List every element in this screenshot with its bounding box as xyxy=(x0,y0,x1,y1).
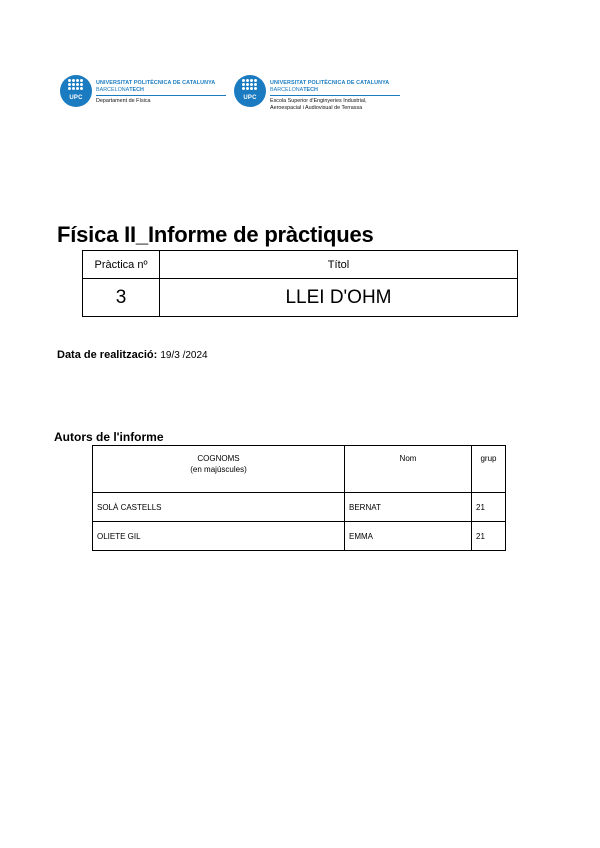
surnames-header-sub: (en majúscules) xyxy=(190,465,247,474)
practice-number-value: 3 xyxy=(83,279,160,317)
logo-university-name: UNIVERSITAT POLITÈCNICA DE CATALUNYA xyxy=(96,80,216,86)
upc-emblem-text: UPC xyxy=(243,95,257,101)
upc-logo-eseiaat xyxy=(234,75,400,112)
date-line xyxy=(57,349,208,361)
authors-heading: Autors de l'informe xyxy=(54,430,164,444)
group-header: grup xyxy=(472,446,506,493)
logo-barcelonatech: BARCELONATECH xyxy=(270,87,318,93)
table-row xyxy=(93,493,506,522)
upc-emblem-text: UPC xyxy=(69,95,83,101)
upc-emblem-icon xyxy=(60,75,92,107)
logo-university-name: UNIVERSITAT POLITÈCNICA DE CATALUNYA xyxy=(270,80,390,86)
date-label: Data de realització: xyxy=(57,349,158,361)
author-group: 21 xyxy=(472,493,506,522)
author-group: 21 xyxy=(472,522,506,551)
upc-emblem-icon xyxy=(234,75,266,107)
surnames-header: COGNOMS (en majúscules) xyxy=(93,446,345,493)
practice-title-value: LLEI D'OHM xyxy=(160,279,518,317)
authors-table-header xyxy=(93,446,506,493)
author-name: EMMA xyxy=(345,522,472,551)
page-title: Física II_Informe de pràctiques xyxy=(57,222,374,247)
logo-school-line1: Escola Superior d'Enginyeries Industrial, xyxy=(270,98,367,104)
practice-table-header xyxy=(83,251,518,279)
name-header: Nom xyxy=(345,446,472,493)
table-row xyxy=(93,522,506,551)
logo-barcelonatech: BARCELONATECH xyxy=(96,87,144,93)
author-name: BERNAT xyxy=(345,493,472,522)
practice-table-values xyxy=(83,279,518,317)
logo-school-line2: Aeroespacial i Audiovisual de Terrassa xyxy=(270,105,363,111)
upc-logo-fisica xyxy=(60,75,226,107)
author-surnames: SOLÀ CASTELLS xyxy=(93,493,345,522)
practice-number-header: Pràctica nº xyxy=(83,251,160,279)
authors-table xyxy=(92,445,506,551)
practice-table xyxy=(82,250,518,317)
author-surnames: OLIETE GIL xyxy=(93,522,345,551)
practice-title-header: Títol xyxy=(160,251,518,279)
date-value: 19/3 /2024 xyxy=(160,350,208,361)
logo-department: Departament de Física xyxy=(96,98,151,104)
